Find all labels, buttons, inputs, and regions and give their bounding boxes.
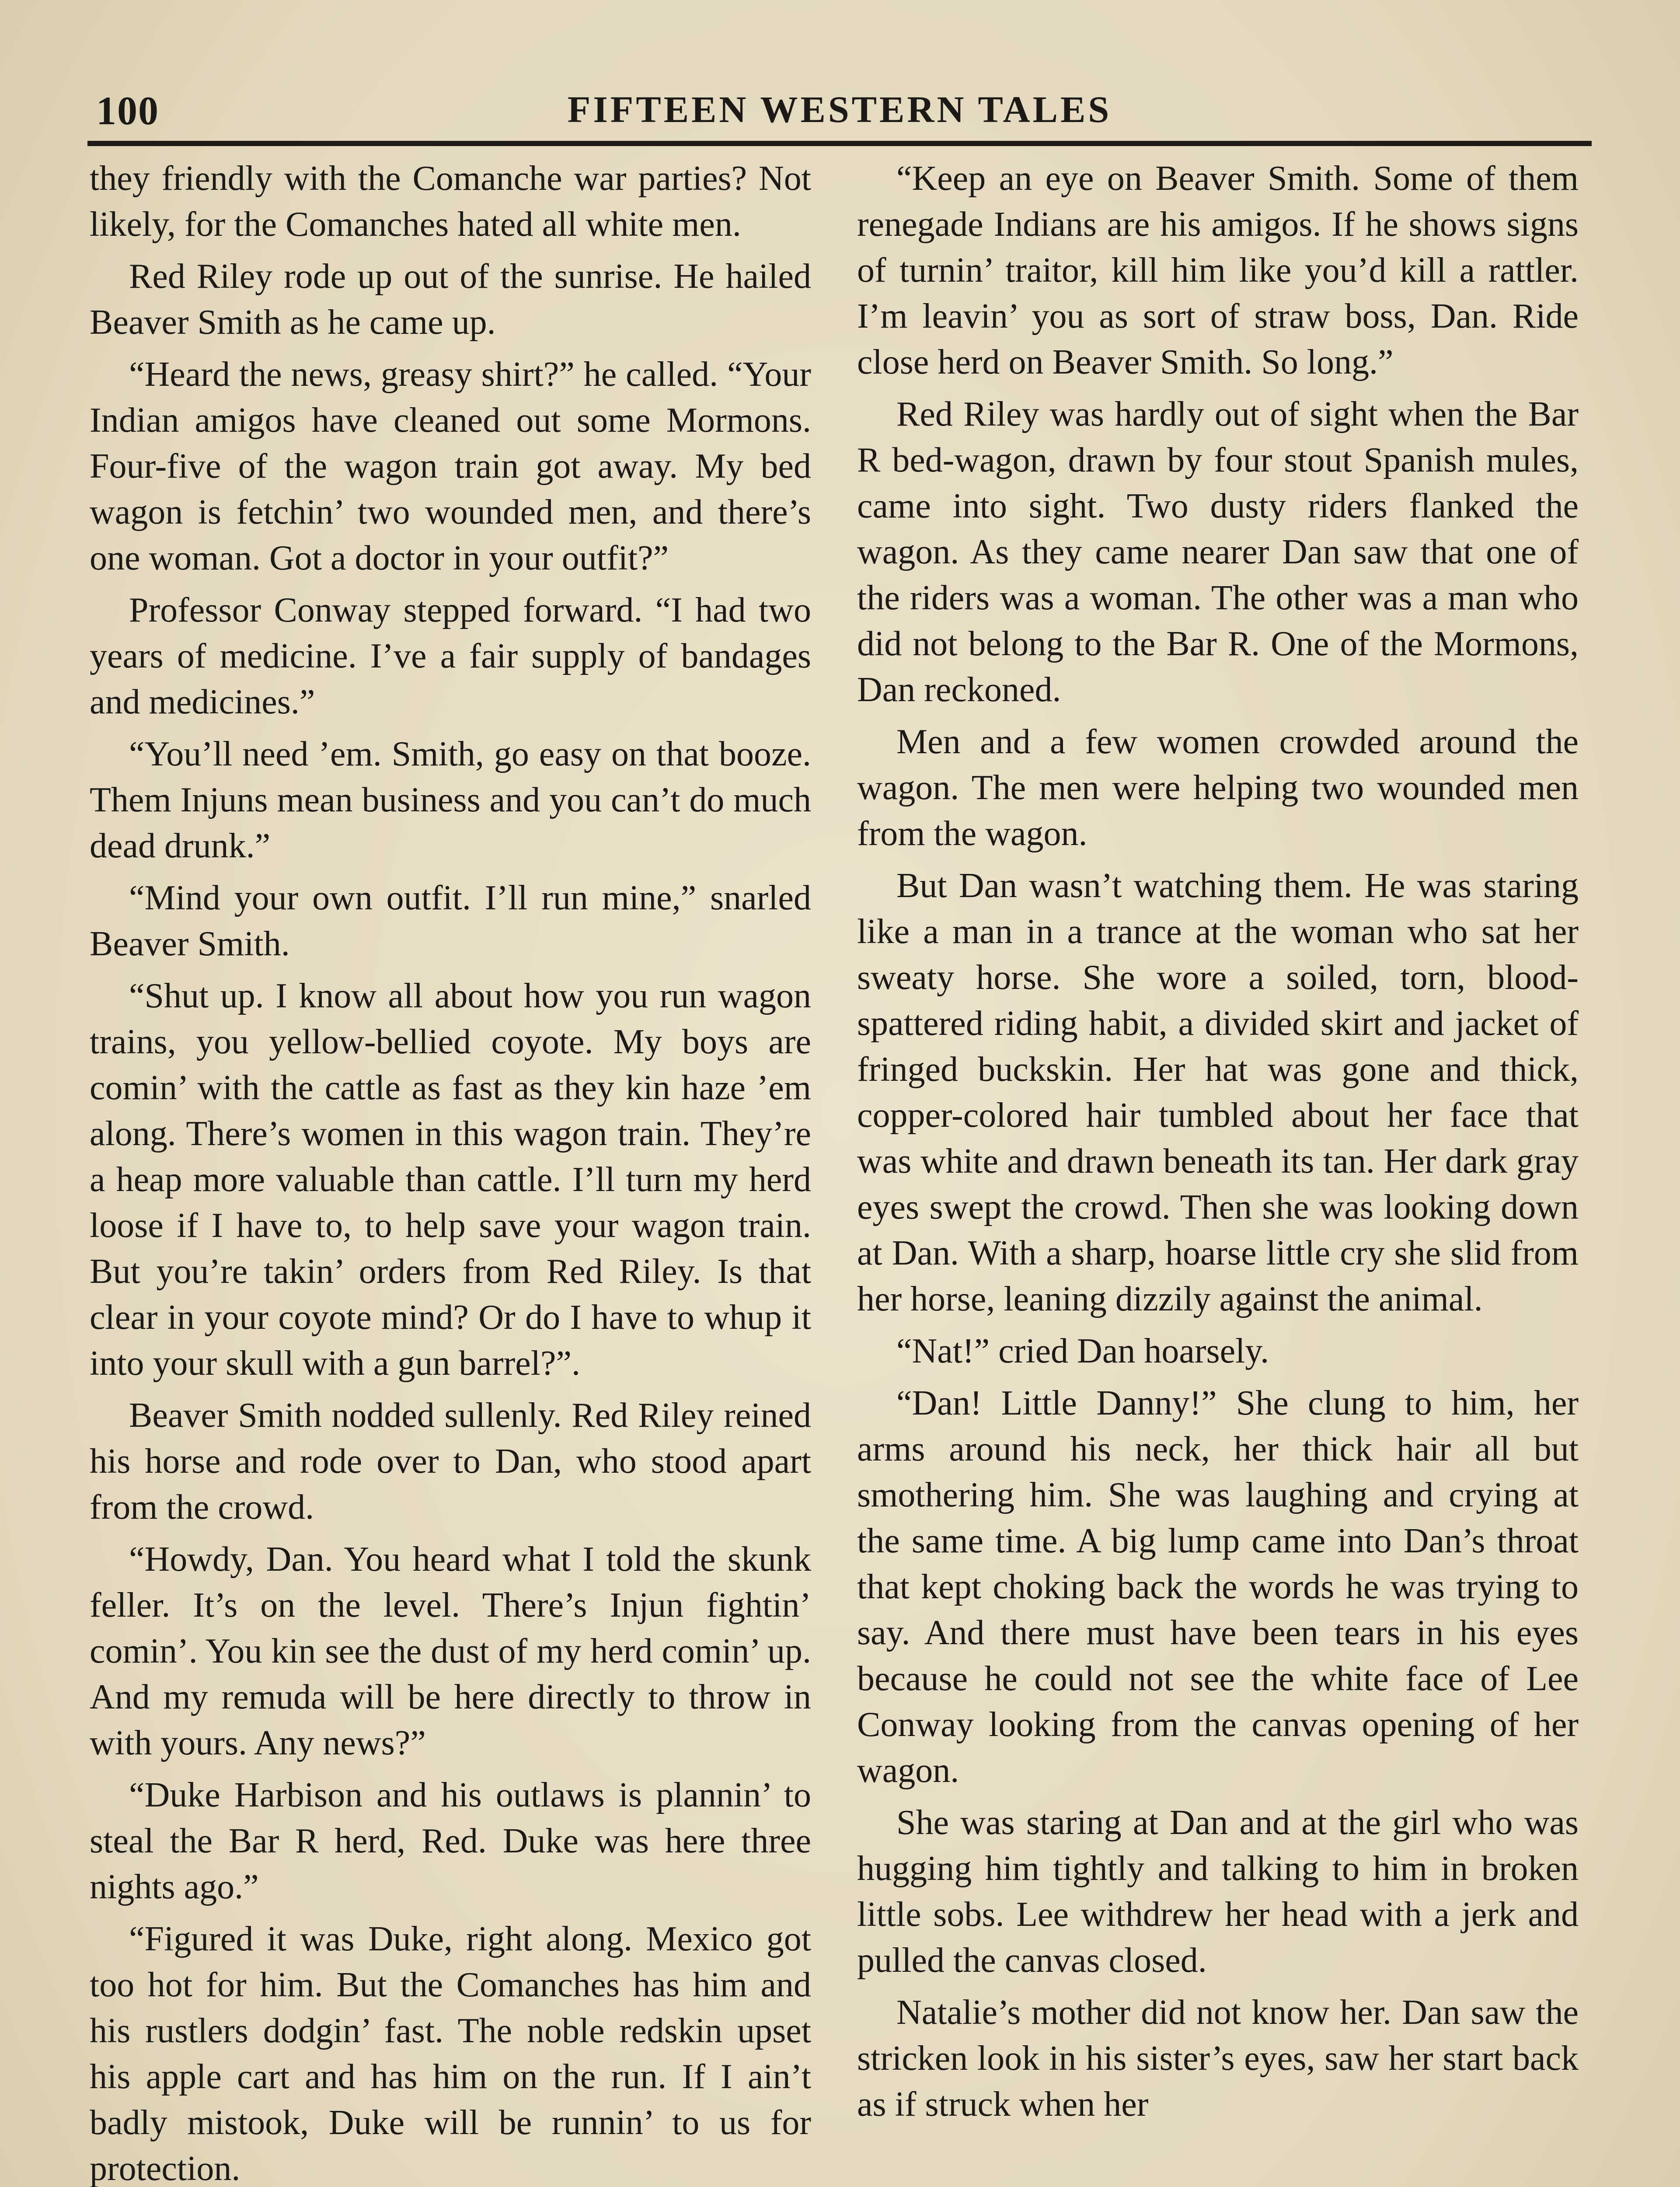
paragraph: “Heard the news, greasy shirt?” he called. “Your Indian amigos have cleaned out some Mormons. Four-five of the wagon train got away. My bed wagon is fetchin’ two wounded men, and there’s one woman. Got a doctor in your outfit?”	[90, 355, 811, 577]
paragraph: “Keep an eye on Beaver Smith. Some of them renegade Indians are his amigos. If he shows signs of turnin’ traitor, kill him like you’d kill a rattler. I’m leavin’ you as sort of straw boss, Dan. Ride close herd on Beaver Smith. So long.”	[857, 159, 1579, 381]
right-column	[857, 156, 1579, 2187]
paragraph: “Shut up. I know all about how you run wagon trains, you yellow-bellied coyote. My boys are comin’ with the cattle as fast as they kin haze ’em along. There’s women in this wagon train. They’re a heap more valuable than cattle. I’ll turn my herd loose if I have to, to help save your wagon train. But you’re takin’ orders from Red Riley. Is that clear in your coyote mind? Or do I have to whup it into your skull with a gun barrel?”.	[90, 977, 811, 1383]
paragraph: Beaver Smith nodded sullenly. Red Riley reined his horse and rode over to Dan, who stood apart from the crowd.	[90, 1396, 811, 1527]
paragraph: “Mind your own outfit. I’ll run mine,” snarled Beaver Smith.	[90, 879, 811, 963]
paragraph: “Nat!” cried Dan hoarsely.	[896, 1332, 1269, 1370]
running-header	[87, 83, 1592, 149]
header-rule	[87, 141, 1592, 146]
paragraph: they friendly with the Comanche war parties? Not likely, for the Comanches hated all white men.	[90, 159, 811, 244]
paragraph: “Howdy, Dan. You heard what I told the skunk feller. It’s on the level. There’s Injun fightin’ comin’. You kin see the dust of my herd comin’ up. And my remuda will be here directly to throw in with yours. Any news?”	[90, 1540, 811, 1762]
running-title: FIFTEEN WESTERN TALES	[567, 88, 1112, 130]
paragraph: Natalie’s mother did not know her. Dan saw the stricken look in his sister’s eyes, saw her start back as if struck when her	[857, 1993, 1579, 2124]
paragraph: But Dan wasn’t watching them. He was staring like a man in a trance at the woman who sat her sweaty horse. She wore a soiled, torn, blood-spattered riding habit, a divided skirt and jacket of fringed buckskin. Her hat was gone and thick, copper-colored hair tumbled about her face that was white and drawn beneath its tan. Her dark gray eyes swept the crowd. Then she was looking down at Dan. With a sharp, hoarse little cry she slid from her horse, leaning dizzily against the animal.	[857, 866, 1579, 1318]
text-columns	[90, 156, 1589, 2187]
page-number: 100	[96, 88, 159, 133]
paragraph: Red Riley was hardly out of sight when the Bar R bed-wagon, drawn by four stout Spanish mules, came into sight. Two dusty riders flanked the wagon. As they came nearer Dan saw that one of the riders was a woman. The other was a man who did not belong to the Bar R. One of the Mormons, Dan reckoned.	[857, 395, 1579, 709]
paragraph: She was staring at Dan and at the girl who was hugging him tightly and talking to him in broken little sobs. Lee withdrew her head with a jerk and pulled the canvas closed.	[857, 1803, 1579, 1980]
paragraph: Red Riley rode up out of the sunrise. He hailed Beaver Smith as he came up.	[90, 257, 811, 342]
paragraph: “Duke Harbison and his outlaws is plannin’ to steal the Bar R herd, Red. Duke was here three nights ago.”	[90, 1776, 811, 1906]
left-column	[90, 156, 811, 2187]
paragraph: “Dan! Little Danny!” She clung to him, her arms around his neck, her thick hair all but smothering him. She was laughing and crying at the same time. A big lump came into Dan’s throat that kept choking back the words he was trying to say. And there must have been tears in his eyes because he could not see the white face of Lee Conway looking from the canvas opening of her wagon.	[857, 1384, 1579, 1790]
paragraph: Professor Conway stepped forward. “I had two years of medicine. I’ve a fair supply of bandages and medicines.”	[90, 591, 811, 721]
paragraph: “Figured it was Duke, right along. Mexico got too hot for him. But the Comanches has him and his rustlers dodgin’ fast. The noble redskin upset his apple cart and has him on the run. If I ain’t badly mistook, Duke will be runnin’ to us for protection.	[90, 1920, 811, 2187]
paragraph: “You’ll need ’em. Smith, go easy on that booze. Them Injuns mean business and you can’t do much dead drunk.”	[90, 735, 811, 865]
paragraph: Men and a few women crowded around the wagon. The men were helping two wounded men from the wagon.	[857, 723, 1579, 853]
